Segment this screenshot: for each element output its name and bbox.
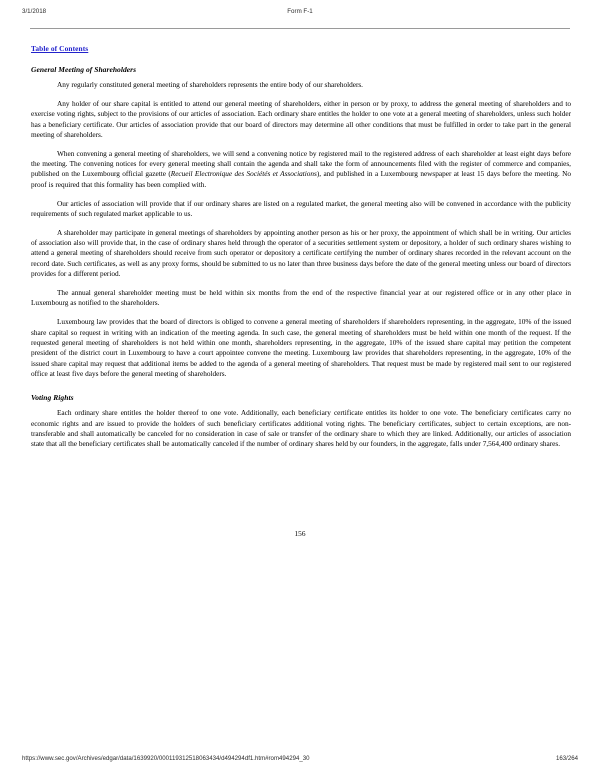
paragraph: Our articles of association will provide that if our ordinary shares are listed on a regulated market, the general meeting also will be convened in accordance with the publicity requirements of such regulated market applicable to us.	[31, 198, 571, 218]
paragraph: Any holder of our share capital is entitled to attend our general meeting of shareholders, either in person or by proxy, to address the general meeting of shareholders and to exercise voting rights, subject to the provisions of our articles of association. Each ordinary share entitles the holder to one vote at a general meeting of shareholders, unless such holder has a beneficiary certificate. Our articles of association provide that our board of directors may determine all other conditions that must be fulfilled in order to take part in the general meeting of shareholders.	[31, 98, 571, 139]
print-header-date: 3/1/2018	[22, 8, 47, 15]
document-page-number: 156	[294, 529, 306, 538]
document-body	[31, 38, 571, 458]
paragraph: Luxembourg law provides that the board of directors is obliged to convene a general meeting of shareholders if shareholders representing, in the aggregate, 10% of the issued share capital so request in writing with an indication of the meeting agenda. In such case, the general meeting of shareholders must be held within one month of the request. If the requested general meeting of shareholders is not held within one month, shareholders representing, in the aggregate, 10% of the issued share capital may petition the competent president of the district court in Luxembourg to have a court appointee convene the meeting. Luxembourg law provides that shareholders representing, in the aggregate, 10% of the issued share capital may request that additional items be added to the agenda of a general meeting of shareholders. That request must be made by registered mail sent to our registered office at least five days before the general meeting of shareholders.	[31, 317, 571, 378]
section-heading-general-meeting: General Meeting of Shareholders	[31, 65, 137, 74]
print-footer-page-count: 163/264	[555, 755, 578, 762]
section-heading-voting-rights: Voting Rights	[31, 393, 74, 403]
paragraph: A shareholder may participate in general meetings of shareholders by appointing another person as his or her proxy, the appointment of which shall be in writing. Our articles of association also will provide that, in the case of ordinary shares held through the operator of a securities settlement system or depository, a holder of such ordinary shares wishing to attend a general meeting of shareholders should receive from such operator or depository a certificate certifying the number of ordinary shares recorded in the relevant account on the record date. Such certificates, as well as any proxy forms, should be submitted to us no later than three business days before the date of the general meeting unless our board of directors provides for a different period.	[31, 227, 571, 279]
paragraph: Each ordinary share entitles the holder thereof to one vote. Additionally, each beneficiary certificate entitles its holder to one vote. The beneficiary certificates carry no economic rights and are issued to provide the holders of such beneficiary certificates additional voting rights. The beneficiary certificates, subject to certain exceptions, are non-transferable and shall automatically be canceled for no consideration in case of sale or transfer of the ordinary share to which they are linked. Additionally, our articles of association state that all the beneficiary certificates shall be automatically canceled if the number of ordinary shares held by our founders, in the aggregate, falls under 7,564,400 ordinary shares.	[31, 408, 571, 449]
italic-gazette-name: Recueil Electronique des Sociétés et Associations	[170, 169, 317, 179]
paragraph: Any regularly constituted general meeting of shareholders represents the entire body of our shareholders.	[57, 80, 363, 89]
browser-print-footer	[0, 755, 600, 767]
print-header-title: Form F-1	[287, 8, 313, 15]
paragraph: When convening a general meeting of shareholders, we will send a convening notice by registered mail to the registered address of each shareholder at least eight days before the meeting. The convening notices for every general meeting shall contain the agenda and shall take the form of announcements filed with the register of commerce and companies, published on the Luxembourg official gazette (Recueil Electronique des Sociétés et Associations), and published in a Luxembourg newspaper at least 15 days before the meeting. No proof is required that this formality has been complied with.	[31, 148, 572, 189]
table-of-contents-link[interactable]: Table of Contents	[31, 44, 89, 53]
header-divider	[30, 28, 570, 29]
print-footer-url: https://www.sec.gov/Archives/edgar/data/1639920/000119312518063434/d494294df1.htm#rom494294_30	[22, 755, 310, 762]
paragraph: The annual general shareholder meeting must be held within six months from the end of the respective financial year at our registered office or in any other place in Luxembourg as notified to the shareholders.	[31, 288, 571, 308]
browser-print-header	[0, 8, 600, 22]
